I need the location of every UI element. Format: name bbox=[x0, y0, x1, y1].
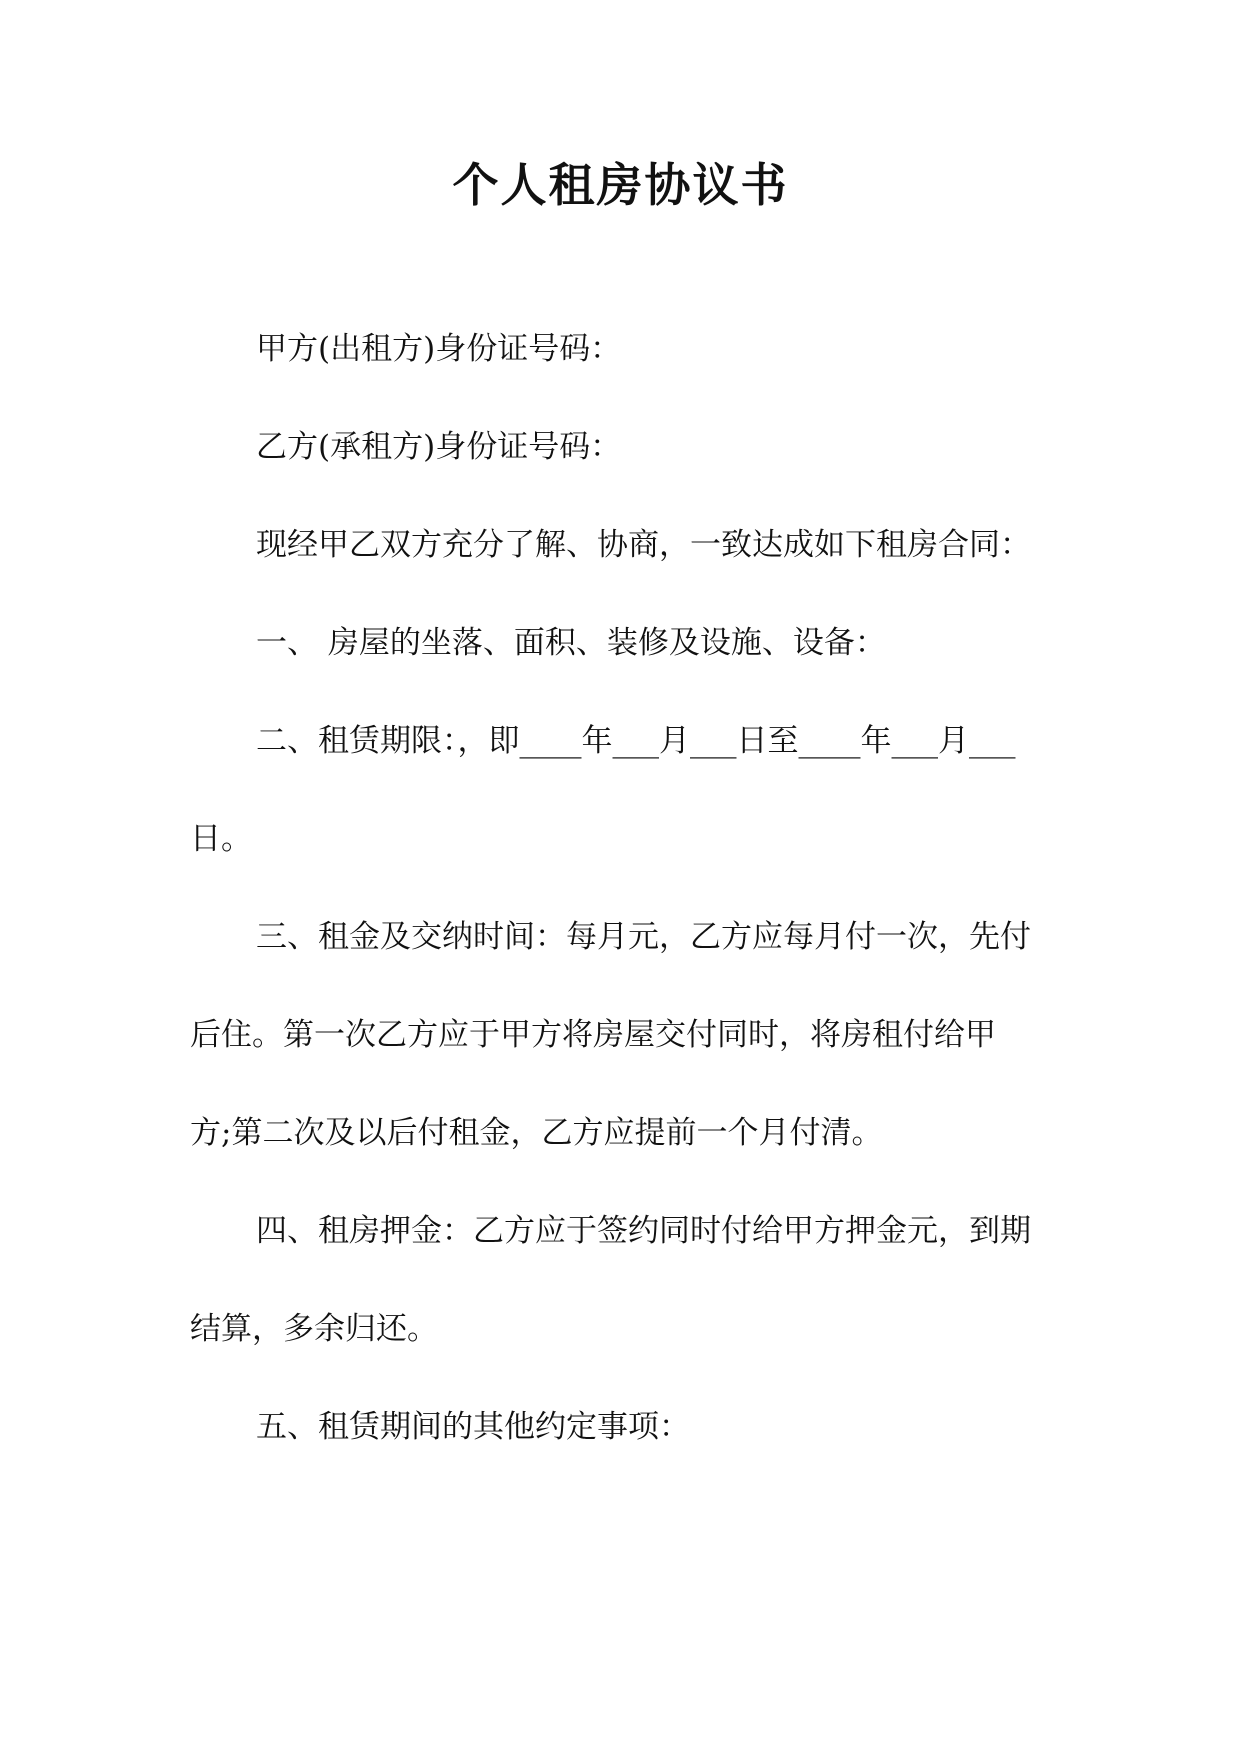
clause-2-lease-term: 二、租赁期限：，即____年___月___日至____年___月___日。 bbox=[190, 723, 1016, 857]
party-b-id-line: 乙方(承租方)身份证号码： bbox=[256, 429, 622, 465]
document-title: 个人租房协议书 bbox=[452, 158, 789, 212]
clause-1-property: 一、 房屋的坐落、面积、装修及设施、设备： bbox=[256, 625, 886, 661]
agreement-intro: 现经甲乙双方充分了解、协商，一致达成如下租房合同： bbox=[256, 527, 1031, 563]
clause-3-rent-payment: 三、租金及交纳时间：每月元，乙方应每月付一次，先付后住。第一次乙方应于甲方将房屋交付同时，将房租付给甲方;第二次及以后付租金，乙方应提前一个月付清。 bbox=[190, 919, 1031, 1151]
party-a-id-line: 甲方(出租方)身份证号码： bbox=[256, 331, 622, 367]
document-body bbox=[190, 300, 1035, 1476]
clause-4-deposit: 四、租房押金：乙方应于签约同时付给甲方押金元，到期结算，多余归还。 bbox=[190, 1213, 1031, 1347]
clause-5-other-terms: 五、租赁期间的其他约定事项： bbox=[256, 1409, 690, 1445]
